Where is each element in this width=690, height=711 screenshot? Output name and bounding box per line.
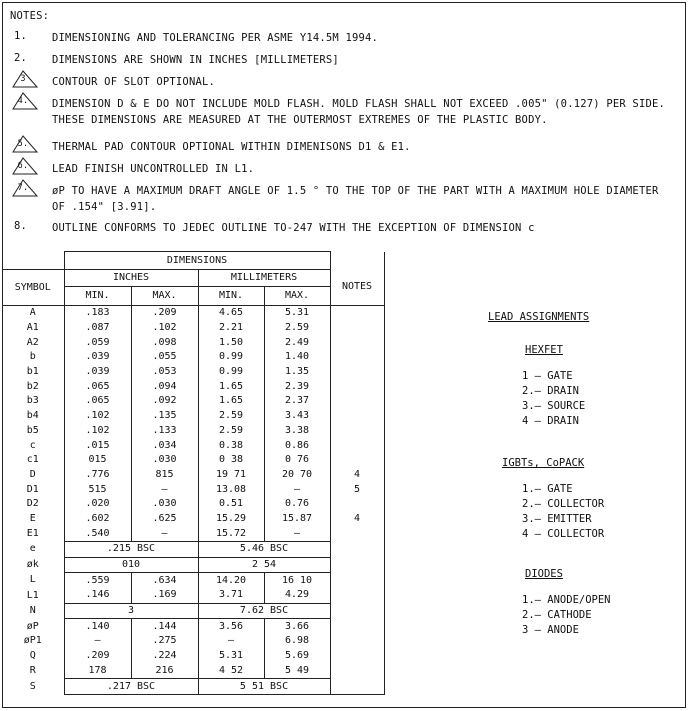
inches-max-cell: .135 [131, 409, 198, 424]
mm-min-cell: 5.31 [198, 649, 264, 664]
note-ref-cell [330, 306, 384, 321]
table-row [2, 573, 384, 588]
table-row [2, 306, 384, 321]
lead-group-title: DIODES [525, 568, 563, 580]
mm-min-cell: 2.21 [198, 321, 264, 336]
mm-max-cell: 0 76 [264, 453, 330, 468]
inches-min-cell: 515 [64, 482, 131, 497]
lead-item: 2.– DRAIN [522, 385, 579, 397]
inches-min-cell: .183 [64, 306, 131, 321]
inches-span-cell: .215 BSC [64, 542, 198, 558]
inches-max-cell: .169 [131, 588, 198, 603]
inches-max-cell: .030 [131, 453, 198, 468]
symbol-cell: D2 [26, 498, 39, 510]
inches-max-cell: – [131, 526, 198, 541]
note-text: LEAD FINISH UNCONTROLLED IN L1. [52, 163, 255, 175]
note-number: 2. [14, 52, 28, 64]
inches-max-cell: .634 [131, 573, 198, 588]
inches-min-cell: .540 [64, 526, 131, 541]
table-row [2, 379, 384, 394]
mm-max-cell: 3.43 [264, 409, 330, 424]
inches-min-cell: .059 [64, 335, 131, 350]
mm-max-cell: 4.29 [264, 588, 330, 603]
mm-min-cell: 3.56 [198, 619, 264, 634]
note-ref-cell [330, 619, 384, 634]
inches-span-cell: .217 BSC [64, 679, 198, 695]
symbol-cell: b1 [26, 366, 39, 378]
lead-item: 3.– EMITTER [522, 513, 592, 525]
table-row [2, 453, 384, 468]
inches-max-cell: .055 [131, 350, 198, 365]
note-number: 1. [14, 30, 28, 42]
inches-max-cell: 815 [131, 468, 198, 483]
note-ref-cell [330, 557, 384, 573]
mm-min-cell: 14.20 [198, 573, 264, 588]
mm-min-cell: 1.65 [198, 379, 264, 394]
mm-min-cell: – [198, 634, 264, 649]
note-ref-cell [330, 424, 384, 439]
note-triangle-marker [12, 92, 38, 110]
inches-max-header: MAX. [131, 287, 198, 306]
inches-min-header: MIN. [64, 287, 131, 306]
inches-min-cell: .146 [64, 588, 131, 603]
inches-max-cell: .098 [131, 335, 198, 350]
note-triangle-marker [12, 157, 38, 175]
note-number: 3 [20, 74, 26, 84]
symbol-cell: b2 [26, 380, 39, 392]
mm-max-cell: 6.98 [264, 634, 330, 649]
mm-min-cell: 0.99 [198, 350, 264, 365]
inches-min-cell: .140 [64, 619, 131, 634]
mm-max-cell: – [264, 482, 330, 497]
note-ref-cell: 5 [330, 482, 384, 497]
inches-min-cell: .039 [64, 365, 131, 380]
mm-min-cell: 1.50 [198, 335, 264, 350]
symbol-cell: øk [26, 559, 39, 571]
inches-max-cell: .133 [131, 424, 198, 439]
note-text: DIMENSION D & E DO NOT INCLUDE MOLD FLASH. MOLD FLASH SHALL NOT EXCEED .005" (0.127) PER SIDE. THESE DIMENSIONS ARE MEASURED AT THE OUTERMOST EXTREMES OF THE PLASTIC BODY. [52, 98, 666, 126]
note-triangle-marker [12, 135, 38, 153]
note-number: 7. [17, 183, 29, 193]
note-ref-cell [330, 573, 384, 588]
table-row [2, 603, 384, 619]
mm-max-cell: 2.59 [264, 321, 330, 336]
mm-max-header: MAX. [264, 287, 330, 306]
note-ref-cell [330, 335, 384, 350]
table-row [2, 512, 384, 527]
symbol-cell: D1 [26, 483, 39, 495]
note-ref-cell [330, 453, 384, 468]
note-text: øP TO HAVE A MAXIMUM DRAFT ANGLE OF 1.5 ° TO THE TOP OF THE PART WITH A MAXIMUM HOLE DIAMETER OF .154" [3.91]. [52, 185, 659, 213]
lead-item: 3.– SOURCE [522, 400, 586, 412]
table-row [2, 409, 384, 424]
table-row [2, 438, 384, 453]
mm-max-cell: – [264, 526, 330, 541]
mm-min-cell: 2.59 [198, 424, 264, 439]
symbol-cell: D [29, 468, 36, 480]
lead-assignments-title: LEAD ASSIGNMENTS [488, 311, 590, 323]
table-row [2, 321, 384, 336]
inches-min-cell: .065 [64, 394, 131, 409]
inches-max-cell: .224 [131, 649, 198, 664]
inches-span-cell: 3 [64, 603, 198, 619]
inches-span-cell: 010 [64, 557, 198, 573]
lead-item: 4 – COLLECTOR [522, 528, 605, 540]
note-text: THERMAL PAD CONTOUR OPTIONAL WITHIN DIMENISONS D1 & E1. [52, 141, 411, 153]
mm-max-cell: 15.87 [264, 512, 330, 527]
lead-item: 1.– GATE [522, 483, 573, 495]
symbol-cell: R [29, 665, 36, 677]
mm-max-cell: 2.39 [264, 379, 330, 394]
table-row [2, 526, 384, 541]
inches-min-cell: 015 [64, 453, 131, 468]
note-ref-cell [330, 379, 384, 394]
note-ref-cell [330, 649, 384, 664]
mm-min-cell: 4.65 [198, 306, 264, 321]
symbol-cell: b4 [26, 410, 39, 422]
note-number: 8. [14, 220, 28, 232]
note-ref-cell [330, 664, 384, 679]
note-text: OUTLINE CONFORMS TO JEDEC OUTLINE TO-247 WITH THE EXCEPTION OF DIMENSION c [52, 222, 535, 234]
symbol-header: SYMBOL [2, 270, 64, 306]
table-row [2, 634, 384, 649]
symbol-cell: Q [29, 650, 36, 662]
lead-item: 1.– ANODE/OPEN [522, 594, 611, 606]
symbol-cell: S [29, 680, 36, 692]
millimeters-header: MILLIMETERS [198, 270, 330, 287]
mm-min-cell: 4 52 [198, 664, 264, 679]
table-row [2, 557, 384, 573]
note-text: DIMENSIONS ARE SHOWN IN INCHES [MILLIMETERS] [52, 54, 339, 66]
table-row [2, 424, 384, 439]
inches-max-cell: .053 [131, 365, 198, 380]
mm-span-cell: 7.62 BSC [198, 603, 330, 619]
mm-max-cell: 16 10 [264, 573, 330, 588]
inches-min-cell: .065 [64, 379, 131, 394]
note-triangle-marker [12, 70, 38, 88]
note-ref-cell [330, 497, 384, 512]
symbol-cell: A2 [26, 336, 39, 348]
mm-max-cell: 3.66 [264, 619, 330, 634]
symbol-cell: E [29, 512, 36, 524]
inches-min-cell: .602 [64, 512, 131, 527]
symbol-cell: c [29, 439, 36, 451]
inches-header: INCHES [64, 270, 198, 287]
table-row [2, 335, 384, 350]
mm-span-cell: 5 51 BSC [198, 679, 330, 695]
symbol-cell: b3 [26, 395, 39, 407]
mm-max-cell: 5 49 [264, 664, 330, 679]
mm-min-cell: 0.51 [198, 497, 264, 512]
mm-min-cell: 0 38 [198, 453, 264, 468]
lead-item: 3 – ANODE [522, 624, 579, 636]
note-ref-cell [330, 634, 384, 649]
note-ref-cell [330, 394, 384, 409]
inches-min-cell: .087 [64, 321, 131, 336]
note-ref-cell [330, 588, 384, 603]
table-row [2, 619, 384, 634]
table-row [2, 350, 384, 365]
symbol-cell: L [29, 574, 36, 586]
mm-max-cell: 1.35 [264, 365, 330, 380]
lead-item: 4 – DRAIN [522, 415, 579, 427]
inches-max-cell: .034 [131, 438, 198, 453]
symbol-cell: c1 [26, 454, 39, 466]
lead-item: 2.– COLLECTOR [522, 498, 605, 510]
note-triangle-marker [12, 179, 38, 197]
note-ref-cell [330, 409, 384, 424]
symbol-cell: N [29, 605, 36, 617]
lead-group-title: IGBTs, CoPACK [502, 457, 585, 469]
mm-max-cell: 0.76 [264, 497, 330, 512]
mm-min-cell: 2.59 [198, 409, 264, 424]
inches-max-cell: .209 [131, 306, 198, 321]
note-text: CONTOUR OF SLOT OPTIONAL. [52, 76, 216, 88]
inches-max-cell: .092 [131, 394, 198, 409]
inches-min-cell: .559 [64, 573, 131, 588]
mm-min-cell: 0.38 [198, 438, 264, 453]
table-row [2, 664, 384, 679]
mm-max-cell: 5.31 [264, 306, 330, 321]
mm-max-cell: 3.38 [264, 424, 330, 439]
inches-min-cell: .015 [64, 438, 131, 453]
inches-max-cell: 216 [131, 664, 198, 679]
note-number: 4. [17, 96, 29, 106]
dimensions-table [2, 251, 385, 695]
note-ref-cell [330, 603, 384, 619]
symbol-cell: E1 [26, 527, 39, 539]
mm-max-cell: 20 70 [264, 468, 330, 483]
mm-span-cell: 2 54 [198, 557, 330, 573]
notes-title: NOTES: [10, 10, 50, 22]
inches-min-cell: .102 [64, 424, 131, 439]
mm-max-cell: 0.86 [264, 438, 330, 453]
symbol-cell: øP [26, 620, 39, 632]
lead-item: 1 – GATE [522, 370, 573, 382]
mm-span-cell: 5.46 BSC [198, 542, 330, 558]
mm-min-cell: 0.99 [198, 365, 264, 380]
symbol-cell: L1 [26, 589, 39, 601]
note-ref-cell [330, 542, 384, 558]
table-row [2, 497, 384, 512]
mm-max-cell: 5.69 [264, 649, 330, 664]
table-row [2, 679, 384, 695]
mm-min-cell: 15.72 [198, 526, 264, 541]
note-ref-cell [330, 350, 384, 365]
symbol-cell: A [29, 307, 36, 319]
inches-min-cell: .102 [64, 409, 131, 424]
inches-min-cell: .776 [64, 468, 131, 483]
note-ref-cell [330, 526, 384, 541]
note-ref-cell: 4 [330, 468, 384, 483]
inches-min-cell: .039 [64, 350, 131, 365]
symbol-cell: e [29, 543, 36, 555]
inches-max-cell: .275 [131, 634, 198, 649]
mm-min-cell: 1.65 [198, 394, 264, 409]
note-number: 5. [17, 139, 29, 149]
dimensions-header: DIMENSIONS [64, 252, 330, 270]
inches-min-cell: – [64, 634, 131, 649]
table-row [2, 649, 384, 664]
note-ref-cell [330, 321, 384, 336]
table-row [2, 542, 384, 558]
lead-item: 2.– CATHODE [522, 609, 592, 621]
mm-max-cell: 2.49 [264, 335, 330, 350]
note-number: 6. [17, 161, 29, 171]
table-row [2, 482, 384, 497]
mm-min-cell: 3.71 [198, 588, 264, 603]
inches-min-cell: .020 [64, 497, 131, 512]
mm-max-cell: 2.37 [264, 394, 330, 409]
note-ref-cell [330, 438, 384, 453]
inches-max-cell: .030 [131, 497, 198, 512]
note-ref-cell [330, 365, 384, 380]
inches-min-cell: 178 [64, 664, 131, 679]
lead-group-title: HEXFET [525, 344, 563, 356]
symbol-cell: b5 [26, 424, 39, 436]
mm-min-cell: 19 71 [198, 468, 264, 483]
table-row [2, 468, 384, 483]
notes-header: NOTES [330, 270, 384, 306]
note-text: DIMENSIONING AND TOLERANCING PER ASME Y14.5M 1994. [52, 32, 379, 44]
table-row [2, 394, 384, 409]
mm-min-header: MIN. [198, 287, 264, 306]
symbol-cell: A1 [26, 322, 39, 334]
mm-max-cell: 1.40 [264, 350, 330, 365]
inches-max-cell: .144 [131, 619, 198, 634]
inches-max-cell: .625 [131, 512, 198, 527]
inches-max-cell: .102 [131, 321, 198, 336]
mm-min-cell: 13.08 [198, 482, 264, 497]
table-row [2, 365, 384, 380]
note-ref-cell: 4 [330, 512, 384, 527]
mm-min-cell: 15.29 [198, 512, 264, 527]
symbol-cell: b [29, 351, 36, 363]
inches-min-cell: .209 [64, 649, 131, 664]
table-row [2, 588, 384, 603]
symbol-cell: øP1 [23, 635, 42, 647]
inches-max-cell: .094 [131, 379, 198, 394]
note-ref-cell [330, 679, 384, 695]
inches-max-cell: – [131, 482, 198, 497]
